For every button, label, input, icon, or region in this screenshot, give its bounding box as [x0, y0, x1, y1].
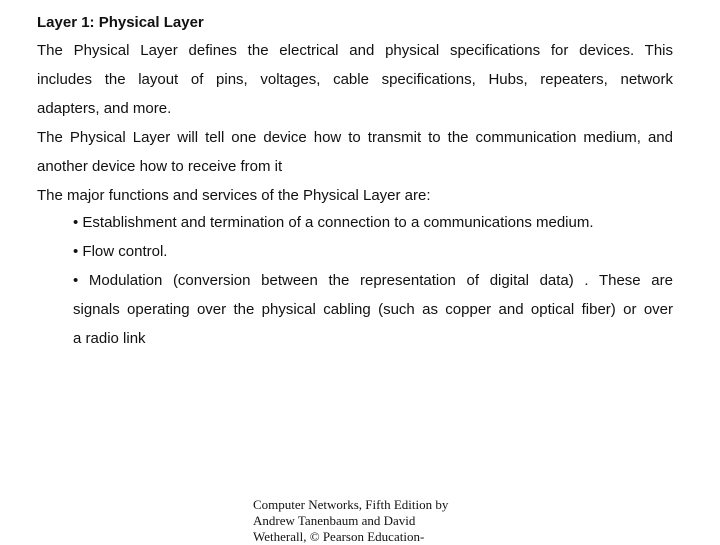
transmission-line-2: another device how to receive from it — [37, 158, 283, 175]
bullet-modulation-line-2: signals operating over the physical cabling (such as copper and optical fiber) or over — [73, 301, 673, 318]
intro-paragraph — [37, 36, 673, 123]
bullet-modulation-line-3: a radio link — [73, 330, 146, 347]
footer-line-3: Wetherall, © Pearson Education- — [253, 529, 425, 544]
footer-line-1: Computer Networks, Fifth Edition by — [253, 497, 449, 512]
bullet-modulation-line-1: • Modulation (conversion between the representation of digital data) . These are — [73, 272, 673, 289]
bullet-establishment — [73, 208, 673, 237]
bullet-establishment-text: • Establishment and termination of a connection to a communications medium. — [73, 214, 594, 231]
transmission-paragraph — [37, 123, 673, 181]
bullet-flow-control — [73, 237, 673, 266]
footer-line-2: Andrew Tanenbaum and David — [253, 513, 416, 528]
intro-line-2: includes the layout of pins, voltages, cable specifications, Hubs, repeaters, network — [37, 71, 673, 88]
bullet-flow-control-text: • Flow control. — [73, 243, 168, 260]
intro-line-3: adapters, and more. — [37, 100, 172, 117]
transmission-line-1: The Physical Layer will tell one device how to transmit to the communication medium, and — [37, 129, 673, 146]
functions-heading-line: The major functions and services of the Physical Layer are: — [37, 187, 431, 204]
bullet-modulation — [73, 266, 673, 353]
functions-heading-paragraph — [37, 181, 673, 210]
book-citation-footer — [253, 497, 483, 545]
intro-line-1: The Physical Layer defines the electrical and physical specifications for devices. This — [37, 42, 673, 59]
page-title: Layer 1: Physical Layer — [37, 14, 204, 31]
